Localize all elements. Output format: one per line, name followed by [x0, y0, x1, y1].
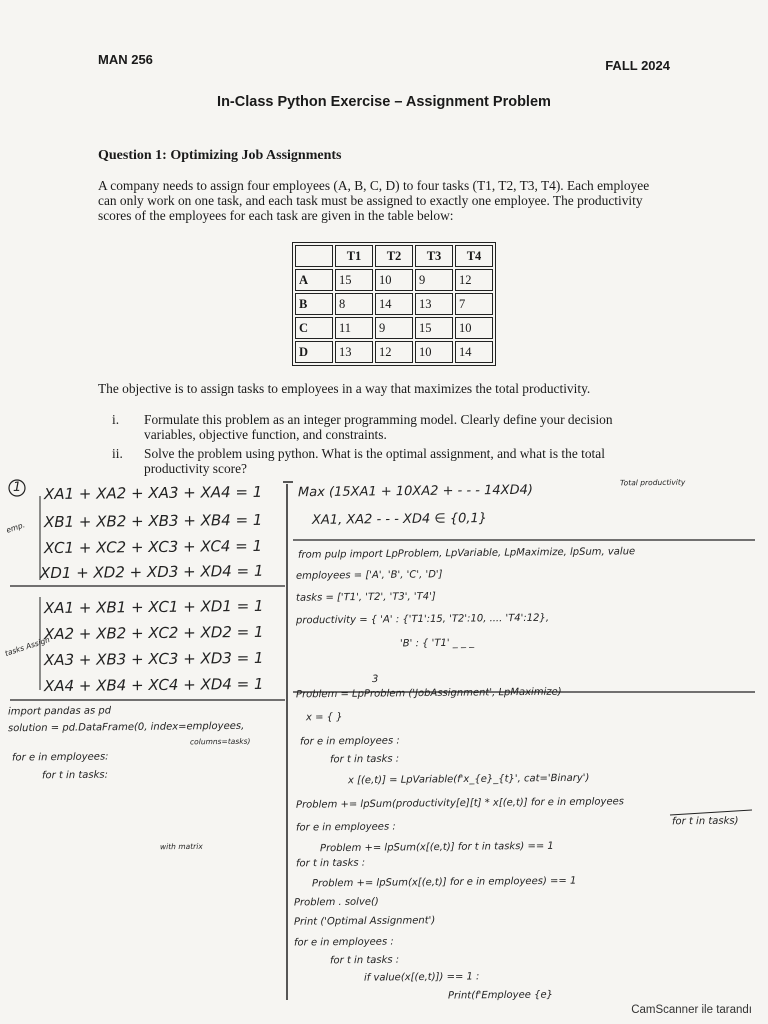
table-column-header: T1: [335, 245, 373, 267]
table-cell: 11: [335, 317, 373, 339]
code-line: for t in tasks :: [295, 857, 366, 870]
list-item-text: Formulate this problem as an integer programming model. Clearly define your decision variables, objective function, and constraints.: [144, 412, 613, 442]
code-line: x [(e,t)] = LpVariable(f'x_{e}_{t}', cat='Binary'): [347, 772, 590, 787]
intro-paragraph: A company needs to assign four employees (A, B, C, D) to four tasks (T1, T2, T3, T4). Each employee can only work on one task, and each task must be assigned to exactly one employee. The productivity scores of the employees for each task are given in the table below:: [98, 178, 650, 223]
code-line: x = { }: [305, 711, 343, 724]
code-line: Problem . solve(): [293, 896, 379, 909]
code-line: for e in employees :: [295, 821, 396, 834]
code-line: columns=tasks): [189, 736, 251, 747]
constraint-line: XC1 + XC2 + XC3 + XC4 = 1: [43, 536, 263, 558]
table-cell: 14: [375, 293, 413, 315]
side-note: Total productivity: [619, 477, 686, 488]
code-line: tasks = ['T1', 'T2', 'T3', 'T4']: [295, 591, 436, 604]
code-line: for t in tasks:: [41, 769, 109, 782]
circled-number: 1: [12, 479, 22, 496]
page-title: In-Class Python Exercise – Assignment Problem: [217, 94, 551, 110]
code-line: Problem += lpSum(productivity[e][t] * x[(e,t)] for e in employees: [295, 796, 625, 811]
code-line: Print(f'Employee {e}: [447, 989, 553, 1002]
table-row-label: B: [295, 293, 333, 315]
code-line: for t in tasks :: [329, 753, 400, 766]
list-item-text: Solve the problem using python. What is the optimal assignment, and what is the total productivity score?: [144, 446, 605, 476]
side-note: tasks Assign: [3, 635, 51, 658]
table-cell: 13: [415, 293, 453, 315]
table-column-header: T4: [455, 245, 493, 267]
table-cell: 14: [455, 341, 493, 363]
constraint-line: XA4 + XB4 + XC4 + XD4 = 1: [43, 674, 264, 696]
code-line: productivity = { 'A' : {'T1':15, 'T2':10, .... 'T4':12},: [295, 612, 550, 627]
scanner-watermark: CamScanner ile tarandı: [631, 1004, 752, 1016]
table-cell: 10: [455, 317, 493, 339]
course-code: MAN 256: [98, 52, 153, 67]
code-line: for e in employees :: [293, 936, 394, 949]
constraint-line: XD1 + XD2 + XD3 + XD4 = 1: [39, 561, 264, 583]
list-item-number: i.: [112, 412, 120, 427]
table-cell: 15: [415, 317, 453, 339]
code-line: for e in employees :: [299, 735, 400, 748]
table-cell: 10: [375, 269, 413, 291]
code-line: Problem = LpProblem ('JobAssignment', LpMaximize): [295, 686, 562, 701]
table-row-label: C: [295, 317, 333, 339]
list-item-number: ii.: [112, 446, 123, 461]
table-row-label: D: [295, 341, 333, 363]
table-cell: 13: [335, 341, 373, 363]
table-cell: 7: [455, 293, 493, 315]
code-line: Problem += lpSum(x[(e,t)] for e in employees) == 1: [311, 875, 577, 890]
objective-statement: The objective is to assign tasks to employees in a way that maximizes the total productivity.: [98, 381, 591, 396]
code-line: for t in tasks :: [329, 954, 400, 967]
table-column-header: T2: [375, 245, 413, 267]
table-cell: 8: [335, 293, 373, 315]
code-line: 'B' : { 'T1' _ _ _: [399, 637, 475, 650]
term-label: FALL 2024: [605, 58, 670, 73]
code-line: solution = pd.DataFrame(0, index=employees,: [7, 720, 245, 735]
constraint-line: XA3 + XB3 + XC3 + XD3 = 1: [43, 648, 264, 670]
table-cell: 9: [375, 317, 413, 339]
side-note: with matrix: [159, 841, 203, 852]
table-cell: 10: [415, 341, 453, 363]
code-line: Problem += lpSum(x[(e,t)] for t in tasks) == 1: [319, 840, 554, 855]
code-line: import pandas as pd: [7, 705, 112, 718]
code-line: for t in tasks): [671, 815, 739, 828]
code-line: if value(x[(e,t)]) == 1 :: [363, 971, 480, 984]
side-note: emp.: [5, 520, 27, 535]
question-heading: Question 1: Optimizing Job Assignments: [98, 148, 342, 163]
constraint-line: XB1 + XB2 + XB3 + XB4 = 1: [43, 510, 263, 532]
code-line: Print ('Optimal Assignment'): [293, 915, 436, 928]
table-row-label: A: [295, 269, 333, 291]
code-line: employees = ['A', 'B', 'C', 'D']: [295, 569, 443, 582]
table-cell: 12: [455, 269, 493, 291]
code-line: for e in employees:: [11, 751, 109, 764]
code-line: 3: [371, 673, 379, 686]
variable-domain: XA1, XA2 - - - XD4 ∈ {0,1}: [311, 511, 488, 528]
constraint-line: XA1 + XA2 + XA3 + XA4 = 1: [43, 482, 263, 504]
table-column-header: T3: [415, 245, 453, 267]
constraint-line: XA1 + XB1 + XC1 + XD1 = 1: [43, 596, 264, 618]
table-cell: 12: [375, 341, 413, 363]
table-cell: 15: [335, 269, 373, 291]
objective-function: Max (15XA1 + 10XA2 + - - - 14XD4): [297, 482, 533, 501]
constraint-line: XA2 + XB2 + XC2 + XD2 = 1: [43, 622, 264, 644]
table-cell: 9: [415, 269, 453, 291]
code-line: from pulp import LpProblem, LpVariable, LpMaximize, lpSum, value: [297, 546, 636, 561]
